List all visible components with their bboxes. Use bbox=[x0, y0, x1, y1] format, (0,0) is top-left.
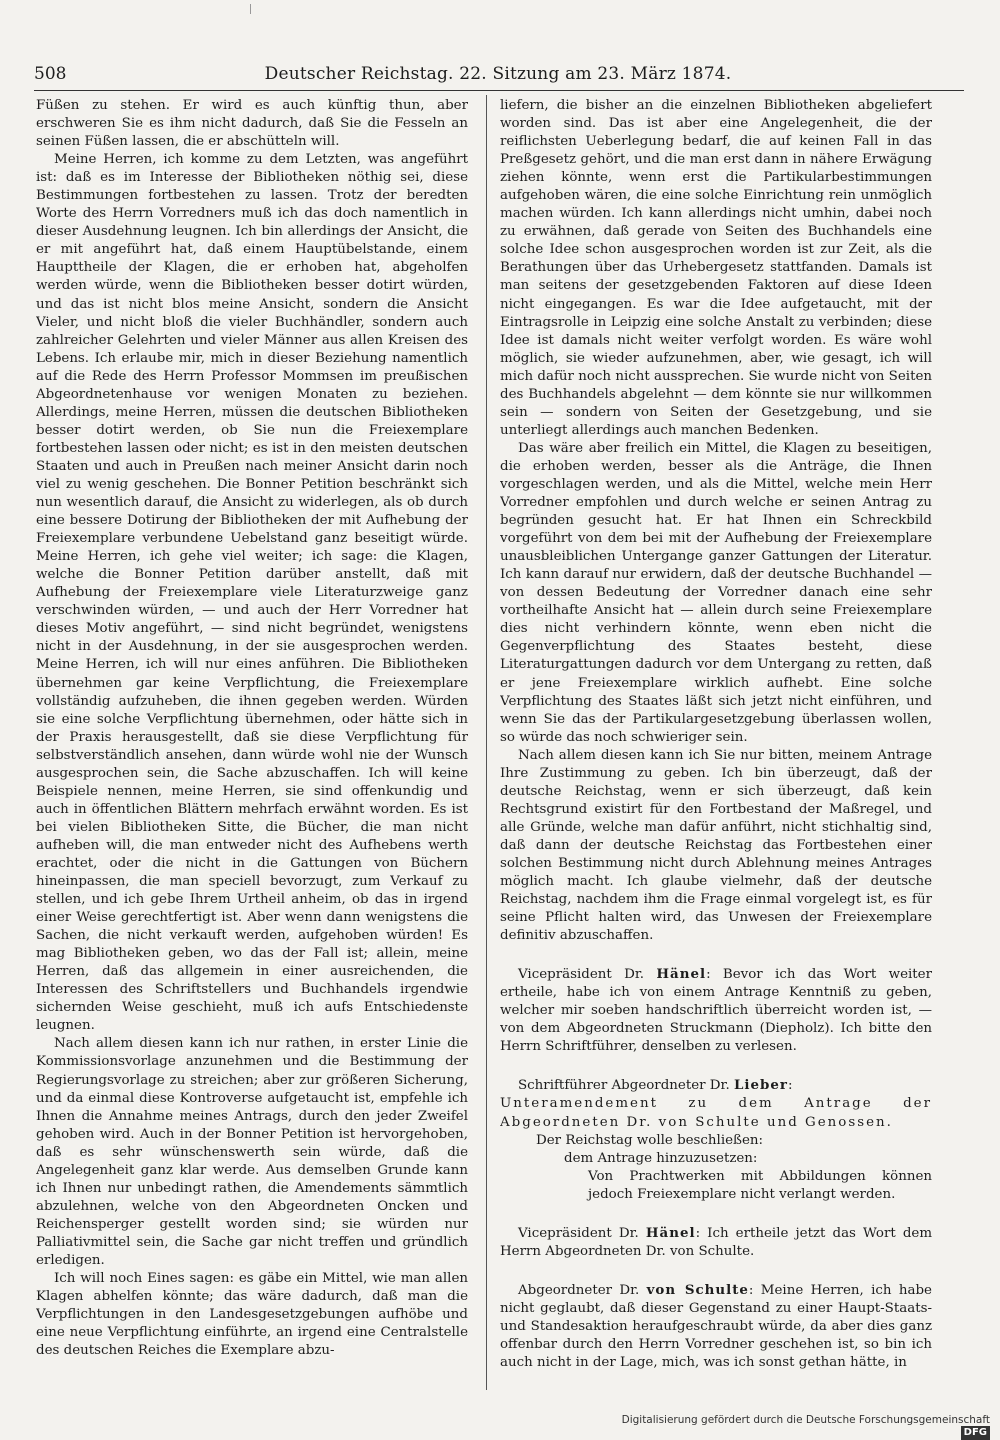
footer bbox=[600, 1414, 990, 1438]
paragraph: Nach allem diesen kann ich Sie nur bitten, meinem Antrage Ihre Zustimmung zu geben. Ich bin überzeugt, daß der deutsche Reichstag, wenn er sich überzeugt, daß kein Rechtsgrund existirt für den Fortbestand der Maßregel, und alle Gründe, welche man dafür anführt, nicht stichhaltig sind, daß dann der deutsche Reichstag das Fortbestehen einer solchen Bestimmung nicht durch Ablehnung meines Antrages möglich macht. Ich glaube vielmehr, daß der deutsche Reichstag, nachdem ihm die Frage einmal vorgelegt ist, es für seine Pflicht halten wird, das Unwesen der Freiexemplare definitiv abzuschaffen. bbox=[500, 747, 932, 944]
speaker-name: von Schulte bbox=[646, 1281, 749, 1298]
paragraph: Nach allem diesen kann ich nur rathen, in erster Linie die Kommissionsvorlage anzunehmen und die Bestimmung der Regierungsvorlage zu streichen; aber zur größeren Sicherung, und da einmal diese Kontroverse aufgetaucht ist, empfehle ich Ihnen die Annahme meines Antrags, durch den jeder Zweifel gehoben wird. Auch in der Bonner Petition ist hervorgehoben, daß es sehr wünschenswerth sein würde, daß die Angelegenheit ganz klar werde. Aus demselben Grunde kann ich Ihnen nur unbedingt rathen, die Amendements sämmtlich abzulehnen, welche von den Abgeordneten Oncken und Reichensperger gestellt worden sind; sie würden nur Palliativmittel sein, die Sache gar nicht treffen und gründlich erledigen. bbox=[36, 1036, 468, 1268]
running-title: Deutscher Reichstag. 22. Sitzung am 23. März 1874. bbox=[264, 64, 732, 84]
header-rule bbox=[34, 90, 964, 91]
motion-line: Der Reichstag wolle beschließen: bbox=[536, 1132, 764, 1148]
speaker-name: Hänel bbox=[645, 1224, 696, 1241]
speech-secretary bbox=[500, 1076, 932, 1095]
paragraph: Füßen zu stehen. Er wird es auch künftig thun, aber erschweren Sie es ihm nicht dadurch, daß Sie die Fesseln an seinen Füßen lassen, die er abschütteln will. bbox=[36, 98, 468, 150]
speech-vicepresident bbox=[500, 965, 932, 1056]
paragraph: Das wäre aber freilich ein Mittel, die Klagen zu beseitigen, die erhoben werden, besser als die Anträge, die Ihnen vorgeschlagen werden, und als die Mittel, welche mein Herr Vorredner empfohlen und durch welche er seinen Antrag zu begründen gesucht hat. Er hat Ihnen ein Schreckbild vorgeführt von dem bei mit der Aufhebung der Freiexemplare unausbleiblichen Untergange ganzer Gattungen der Literatur. Ich kann darauf nur erwidern, daß der deutsche Buchhandel — von dessen Bedeutung der Vorredner danach eine sehr vortheilhafte Ansicht hat — allein durch seine Freiexemplare dies nicht verhindern könnte, wenn eben nicht die Gegenverpflichtung des Staates besteht, diese Literaturgattungen dadurch vor dem Untergang zu retten, daß er jene Freiexemplare wirklich aufhebt. Eine solche Verpflichtung des Staates läßt sich jetzt nicht einführen, und wenn Sie das der Partikulargesetzgebung überlassen wollen, so würde das noch schwieriger sein. bbox=[500, 440, 932, 745]
colon: : bbox=[787, 1078, 793, 1094]
speaker-role: Schriftführer Abgeordneter Dr. bbox=[518, 1078, 730, 1094]
speech-deputy bbox=[500, 1281, 932, 1372]
speaker-name: Hänel bbox=[656, 966, 707, 983]
footer-credit: Digitalisierung gefördert durch die Deutsche Forschungsgemeinschaft bbox=[621, 1414, 990, 1426]
motion-text: Von Prachtwerken mit Abbildungen können jedoch Freiexemplare nicht verlangt werden. bbox=[588, 1168, 932, 1202]
speaker-role: Vicepräsident Dr. bbox=[518, 967, 645, 983]
column-divider bbox=[486, 95, 487, 1390]
speech-text: : Bevor ich das Wort weiter ertheile, habe ich von einem Antrage Kenntniß zu geben, welcher mir soeben handschriftlich überreicht worden ist, — von dem Abgeordneten Struckmann (Diepholz). Ich bitte den Herrn Schriftführer, denselben zu verlesen. bbox=[500, 967, 932, 1055]
speaker-role: Abgeordneter Dr. bbox=[518, 1282, 640, 1298]
right-column bbox=[500, 97, 932, 1387]
page-header bbox=[34, 64, 962, 88]
scan-mark bbox=[250, 4, 257, 14]
speech-text: : Ich ertheile jetzt das Wort dem Herrn Abgeordneten Dr. von Schulte. bbox=[500, 1225, 932, 1259]
left-column bbox=[36, 97, 468, 1387]
dfg-logo: DFG bbox=[961, 1426, 990, 1440]
motion-line: dem Antrage hinzuzusetzen: bbox=[564, 1150, 758, 1166]
speech-vicepresident bbox=[500, 1224, 932, 1261]
paragraph: liefern, die bisher an die einzelnen Bibliotheken abgeliefert worden sind. Das ist aber eine Angelegenheit, die der reiflichsten Ueberlegung bedarf, die auf keinen Fall in das Preßgesetz gehört, und die man erst dann in nähere Erwägung ziehen könnte, wenn erst die Partikularbestimmungen aufgehoben wären, die eine solche Einrichtung rein unmöglich machen würden. Ich kann allerdings nicht umhin, dabei noch zu erwähnen, daß gerade von Seiten des Buchhandels eine solche Idee schon ausgesprochen worden ist zur Zeit, als die Berathungen über das Urhebergesetz stattfanden. Damals ist man seitens der gesetzgebenden Faktoren auf diese Ideen nicht eingegangen. Es war die Idee aufgetaucht, mit der Eintragsrolle in Leipzig eine solche Anstalt zu verbinden; diese Idee ist damals nicht weiter verfolgt worden. Es wäre wohl möglich, sie wieder aufzunehmen, aber, wie gesagt, ich will mich dafür noch nicht aussprechen. Sie wurde nicht von Seiten des Buchhandels abgelehnt — dem könnte sie nur willkommen sein — sondern von Seiten der Gesetzgebung, und sie unterliegt allerdings auch manchen Bedenken. bbox=[500, 98, 932, 438]
speaker-role: Vicepräsident Dr. bbox=[518, 1225, 639, 1241]
speaker-name: Lieber bbox=[733, 1077, 788, 1094]
speech-text: : Meine Herren, ich habe nicht geglaubt, daß dieser Gegenstand zu einer Haupt-Staats- und Standesaktion heraufgeschraubt würde, da aber dies ganz offenbar durch den Herrn Vorredner geschehen ist, so bin ich auch nicht in der Lage, mich, was ich sonst gethan hätte, in bbox=[500, 1282, 932, 1371]
paragraph: Meine Herren, ich komme zu dem Letzten, was angeführt ist: daß es im Interesse der Bibliotheken nöthig sei, diese Bestimmungen fortbestehen zu lassen. Trotz der beredten Worte des Herrn Vorredners muß ich das doch namentlich in dieser Ausdehnung leugnen. Ich bin allerdings der Ansicht, die er mit angeführt hat, daß einem Hauptübelstande, einem Haupttheile der Klagen, die er erhoben hat, abgeholfen werden würde, wenn die Bibliotheken besser dotirt würden, und das ist nicht blos meine Ansicht, sondern die Ansicht Vieler, und nicht bloß die vieler Buchhändler, sondern auch zahlreicher Gelehrten und vieler Männer aus allen Kreisen des Lebens. Ich erlaube mir, mich in dieser Beziehung namentlich auf die Rede des Herrn Professor Mommsen im preußischen Abgeordnetenhause vor wenigen Monaten zu beziehen. Allerdings, meine Herren, müssen die deutschen Bibliotheken besser dotirt werden, ob Sie nun die Freiexemplare fortbestehen lassen oder nicht; es ist in den meisten deutschen Staaten und auch in Preußen nach meiner Ansicht darin noch viel zu wenig geschehen. Die Bonner Petition beschränkt sich nun wesentlich darauf, die Ansicht zu widerlegen, als ob durch eine bessere Dotirung der Bibliotheken der mit Aufhebung der Freiexemplare verbundene Uebelstand ganz beseitigt würde. Meine Herren, ich gehe viel weiter; ich sage: die Klagen, welche die Bonner Petition darüber anstellt, daß mit Aufhebung der Freiexemplare viele Literaturzweige ganz verschwinden würden, — und auch der Herr Vorredner hat dieses Motiv angeführt, — sind nicht begründet, wenigstens nicht in der Ausdehnung, in der sie ausgesprochen werden. Meine Herren, ich will nur eines anführen. Die Bibliotheken übernehmen gar keine Verpflichtung, die Freiexemplare vollständig aufzuheben, die ihnen gegeben werden. Würden sie eine solche Verpflichtung übernehmen, oder hätte sich in der Praxis herausgestellt, daß sie diese Verpflichtung für selbstverständlich ansehen, dann würde wohl nie der Wunsch ausgesprochen sein, die Sache abzuschaffen. Ich will keine Beispiele nennen, meine Herren, sie sind offenkundig und auch in öffentlichen Blättern mehrfach erwähnt worden. Es ist bei vielen Bibliotheken Sitte, die Bücher, die man nicht aufheben will, die man entweder nicht des Aufhebens werth erachtet, oder die nicht in die Gattungen von Büchern hineinpassen, die man speciell bevorzugt, zum Verkauf zu stellen, und ich gebe Ihrem Urtheil anheim, ob das in irgend einer Weise gerechtfertigt ist. Aber wenn dann wenigstens die Sachen, die nicht verkauft werden, aufgehoben würden! Es mag Bibliotheken geben, wo das der Fall ist; allein, meine Herren, daß das allgemein in einer ausreichenden, die Interessen des Schriftstellers und Buchhandels irgendwie sichernden Weise geschieht, muß ich aufs Entschiedenste leugnen. bbox=[36, 152, 468, 1034]
motion-title: Unteramendement zu dem Antrage der Abgeordneten Dr. von Schulte und Genossen. bbox=[500, 1096, 932, 1130]
page-number: 508 bbox=[34, 64, 67, 84]
paragraph: Ich will noch Eines sagen: es gäbe ein Mittel, wie man allen Klagen abhelfen könnte; das wäre dadurch, daß man die Verpflichtungen in den Landesgesetzgebungen aufhöbe und eine neue Verpflichtung einführte, an irgend eine Centralstelle des deutschen Reiches die Exemplare abzu- bbox=[36, 1271, 468, 1359]
